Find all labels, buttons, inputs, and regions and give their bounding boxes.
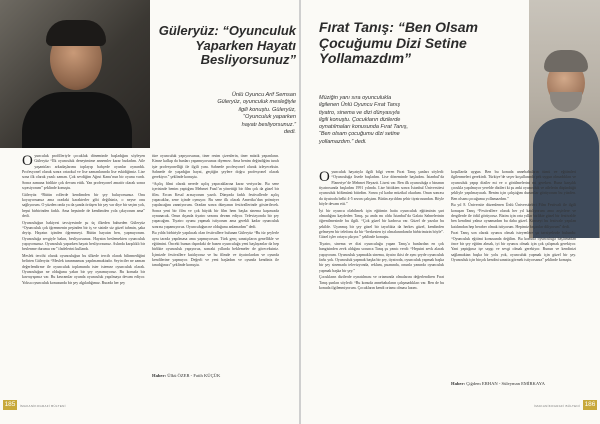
article-intro: Müziğin yanı sıra oyunculukla ilgilenen Ünlü Oyuncu Fırat Tanış tiyatro, sinema ve dizi dünyasıyla ilgili konuştu. Çocukların dizilerde oynatılmaları konusunda Fırat Tanış, “Ben olsam çocuğumu dizi setine yollamazdım.” dedi. xyxy=(319,95,409,145)
portrait-beard xyxy=(550,92,582,112)
portrait-body xyxy=(22,92,132,148)
footer-label: İMAKANİKOGRAFİ BÜLTENİ xyxy=(534,404,580,408)
right-page xyxy=(301,0,600,424)
byline-label: Haber: xyxy=(152,373,167,378)
page-number: 186 xyxy=(584,401,596,408)
article-title: Güleryüz: “Oyunculuk Yaparken Hayatı Besliyorsunuz” xyxy=(158,23,296,68)
paragraph: “Açılış filmi olarak nerede açılış yapacaklarına karar veriyorlar. Bu sene içerisinde benim yaptığım Mehmet Fazıl’ın yönettiği bir film çok da güzel bir film. Ercan Kesal arasıyorum yazdı. Dünyada farklı festivallerde açılış yapacaklar, sene içinde oynuyor. Bu sene ilk olarak Amerika’dan prömiyer yapılacağını zanniyorum. Oradan sonra dünyanın festivallerinde gösterilecek. Sonra yeni bir film ve çok büyük bir film hem başka sinema kaşımızda oynanacak. Onun dışında tiyatro sezonu devam ediyor. Televizyonda bir şey yapacağım. Tiyatro oyunu yapmak istiyorum ama gerekli kadar oyunculuk sonrası yapamıyoruz. Oyunculuğun ne olduğunu anlamadım” dedi. xyxy=(152,182,279,229)
article-column-2 xyxy=(451,170,576,378)
paragraph: yunculuk hayatıyla ilgili bilgi veren Fırat Tanış şunları söyledi: “Oyunculuğa lisede başladım. Lise döneminde başladım. İstanbul’da Flaneriye’de Mehmet Beyazit. Lisesi var. Ben ilk oyunculuğa o binanın tiyatrosunda başladım 1991 yılında. Lise bittikten sonra İstanbul Üniversitesi oyunculuk bölümünü bitirdim. Sonra yıl kadar müzikal okudum. Onun sonrası da tiyatroda belki 4-5 sezon çalıştım. Bütün ayrıldım şehir tiyatrosundan. Böyle böyle devam etti.” xyxy=(319,170,444,206)
article-title: Fırat Tanış: “Ben Olsam Çocuğumu Dizi Setine Yollamazdım” xyxy=(319,19,478,67)
footer-label: İMAKANİKOGRAFİ BÜLTENİ xyxy=(20,404,66,408)
paragraph: Tiyatro, sinema ve dizi oyunculuğu yapan Tanış’a bunlardan en çok hangisinden zevk aldığını sorunca Tanış şu yanıtı verdi: “Hepsini zevk alarak yapıyorum. Oyunculuk yapmakla sinema, tiyatro ikisi de aynı şeyde oyunculuk farkı yok. Oyunculuk yapmak başka bir şey, tiyatroda, oyunculuk yapmak başka bir şey sinemada televizyonda, reklam, puanında, onunla yanında oyunculuk yapmak başka bir şey.” xyxy=(319,242,444,273)
byline-label: Haber: xyxy=(451,381,466,386)
paragraph: Meslek tercihi olarak oyunculuğun bu ülkede tercih olarak bilinmediğini belirten Güleryüz “Meslek tanınmamızı yapılmamaktadır. Seyirciler ne zaman değerlendirme ile oyunculuk toplamında ister istemez oyunculuk olarak. Oyunculuğun ne olduğunu yakın bir şey oynamıyoruz. Bu konuda bir kavrayışımız var. Bu kavramlar oyunda oyunculuk yapılmaya devam ediyor. Yoksa oyunculuk konusunda bir şey algıladığımız. Burada her şey xyxy=(22,254,145,285)
article-column-1 xyxy=(319,170,444,392)
paragraph: türe oyunculuk yapıyorsunuz, tiner resim çizenlerin, tiner müzik yapanların. Kimse kalkıp da bunları yapamıyorsunuz diyemez. Ama benim değindiğim tarafı işte profesyonelliği ile ilgili yanı. Sahnede profesyonel olarak izleyeceksin. Sahnede de yaşadığın hayat, geçtiğin şeylere doğru profesyonel olarak gerekiyor.” şeklinde konuştu. xyxy=(152,154,279,180)
paragraph: Çocukların dizilerde oynatılması ve ortamında olmalarını değerlendiren Fırat Tanış şunları söyledi: “Bu konuda annebabaların çalışmadıkları var. Ben de bu konuda ilgilenmiyorum. Çocukların kendi ortamı olması lazım. xyxy=(319,275,444,291)
paragraph: Bu yılda birbiriyle yapılacak olan festivallere bulunan Güleryüz “Bu tür şeylerle aynı tarzda yapılmasa ama yapmıyorsun. Türk genç sanatçıların genellikle ve eğitimini. Önceki bunun dışındaki de bazen oyunculuğa yeni başlayanlar da hep birlikte oyunculuk yapıyoruz, sonraki yıllarda beklemeler de göreceksiniz. İçimizde festivallere katılıyoruz ve bu filmde ve tiyatrolardan ve oyunda kendilerine yapmıyor. Değerli ve yeni başladım ve oyunda kendiniz ile tanıdığınızı” şeklinde konuştu. xyxy=(152,231,279,268)
drop-cap: O xyxy=(22,154,33,169)
drop-cap: O xyxy=(319,170,330,185)
paragraph: Oyunculuğun hakiyesi tavsiyesinde şu üç ilkeden bahseden Güleryüz “Oyunculuk çok iğrenmenin peşinden bir iş ve sizinle siz güzel tahmin, şaka deyip. Hayatın içinden öğrenmeyi. Bütün hayatın ben, yapmıyorum. Oyunculuğa sevgiyle bakın, besliyorsunuz. Hayatın beslemekten oyunculuk yapıyorsunuz. Oyunculuk yaparken hayatı besliyorsunuz. Aslında karşılıklı bir beslenme durumu var” ifadelerini kullandı. xyxy=(22,220,145,252)
left-page xyxy=(0,0,299,424)
byline xyxy=(152,373,220,378)
byline-authors: Çiğdem ERHAN - Süleyman EMİRKAYA xyxy=(466,381,545,386)
article-column-2 xyxy=(152,154,279,366)
paragraph: yunculuk profilleriyle çocukluk döneminde başladığını söyleyen Güleryüz “İlk oyunculuk deneyimime annemler karar budadım. Aile yaşantıları arkadaşlarımı toplayıp bahçede oyunlar oynardık. Profesyonel olarak sonra ortaokul ve lise zamanlarında lise eskidiğimiz. Lise sona ilk olarak yazılı zaman. Çok sevdiğim Ağrut Kanu’nun bir oyunu vardı. Sonra zamana birlikte çok devam ettik. Yan profesyonel amatör olarak sonra sıyasiyorum” şeklinde konuştu. xyxy=(22,154,145,190)
paragraph: Fırat Tanış son olarak oyuncu olmak isteyenlere şu tavsiyelerde bulundu: “Oyunculuk eğitimi konusunda değilim. Bu konuda oyunculuğa başlamadan önce bir şey eğitim almak, iyi bir oyuncu olmak için çok çalışmak gerekiyor. Yani yaptığınız işe saygı ve sevgi olmak gerekiyor. Bunun ve kendinizi sağlamaktan başka bir yolu yok, oyunculuk yapmak için güzel bir şey. Oyunculuk için birçok kendini sanatta görmek istiyorsanız” şeklinde konuştu. xyxy=(451,231,576,262)
paragraph: Güleryüz “Bütün rollerde kendimden bir şey buluyorsunuz. Onu koyuyorsunuz ama oradaki karakterler gibi değilsiniz, o neyse onu sağlıyorum. O yüzden onda ya da şunda örtüşen bir şey var diye bir seçim yok, hepsi birbirinden farklı. Ama hepsinde de kendimden yola çıkıyorum ama” dedi. xyxy=(22,192,145,218)
byline xyxy=(451,381,545,386)
byline-authors: Ülkü ÖZER - Fatih KÜÇÜK xyxy=(167,373,221,378)
portrait-hair xyxy=(46,20,106,46)
paragraph: koşullarda uygun. Ben bu konuda annebabaların tümü ve eğitimleri ilgilenmeleri gerekirdi. Türkiye’de seçer koşullarında pek uygun olmadıkları ve oyunculuk yapıp diziler mi ve o görülmelerini mi gereken. Buna karşılık çocukla yapılmıyor yerelde dizileri ki şu anki oyunculuk ve ailelerin düşündüğü şekliyle yapılmayacak. Benim için çalıştığım durumlar görüyorum bu yüzden. Ben olsam çocuğumu yollamazdım.” xyxy=(451,170,576,201)
portrait-hair xyxy=(544,50,588,72)
paragraph: Bu yıl 8. Üniversite düzenlenen Ünlü Üniversiteleri Film Festivali ile ilgili konuşan Tanış “Festivallere olarak her yıl katılıyorum ama arşivlere ve dergilerde ile ödül görüyoruz. Bizim için orta yıllar birlikte güzel bir festivalde ben kendimi yalnız oynamadım bu daha güzel. Kimseyi bu festivale yapılan katılımdan hep beraber olmak istiyorum. Hepimiz başarılar diliyorum” dedi. xyxy=(451,203,576,229)
article-intro: Ünlü Oyuncu Arif Semsan Güleryüz, oyunculuk mesleğiyle ilgili konuştu. Güleryüz, “Oyunculuk yaparken hayatı besliyorsunuz.” dedi. xyxy=(217,92,296,135)
article-column-1 xyxy=(22,154,145,376)
paragraph: İyi bir oyuncu olabilmek için eğitimin hatta oyunculuk eğitiminin şart olmadığını kaydeden Tanış, şu anda mı oldu İstanbul’da Galata Sahnelerinin öğrenilmesinde bu ilgili. “Çok güzel bir kadrosu var. Güzel de yazılar bu şekilde. Uyanmış bir şey güzel bir tayırlıkta da herkes güzel, kendinden gelmeyen bir telefonu da bir “herkesten iyi olmalarındandır birbirimizin böyle”. Güzel işler ortaya çıkıyor.” şeklinde konuştu. xyxy=(319,208,444,240)
page-number: 185 xyxy=(4,401,16,408)
actor-portrait-photo xyxy=(0,0,150,148)
